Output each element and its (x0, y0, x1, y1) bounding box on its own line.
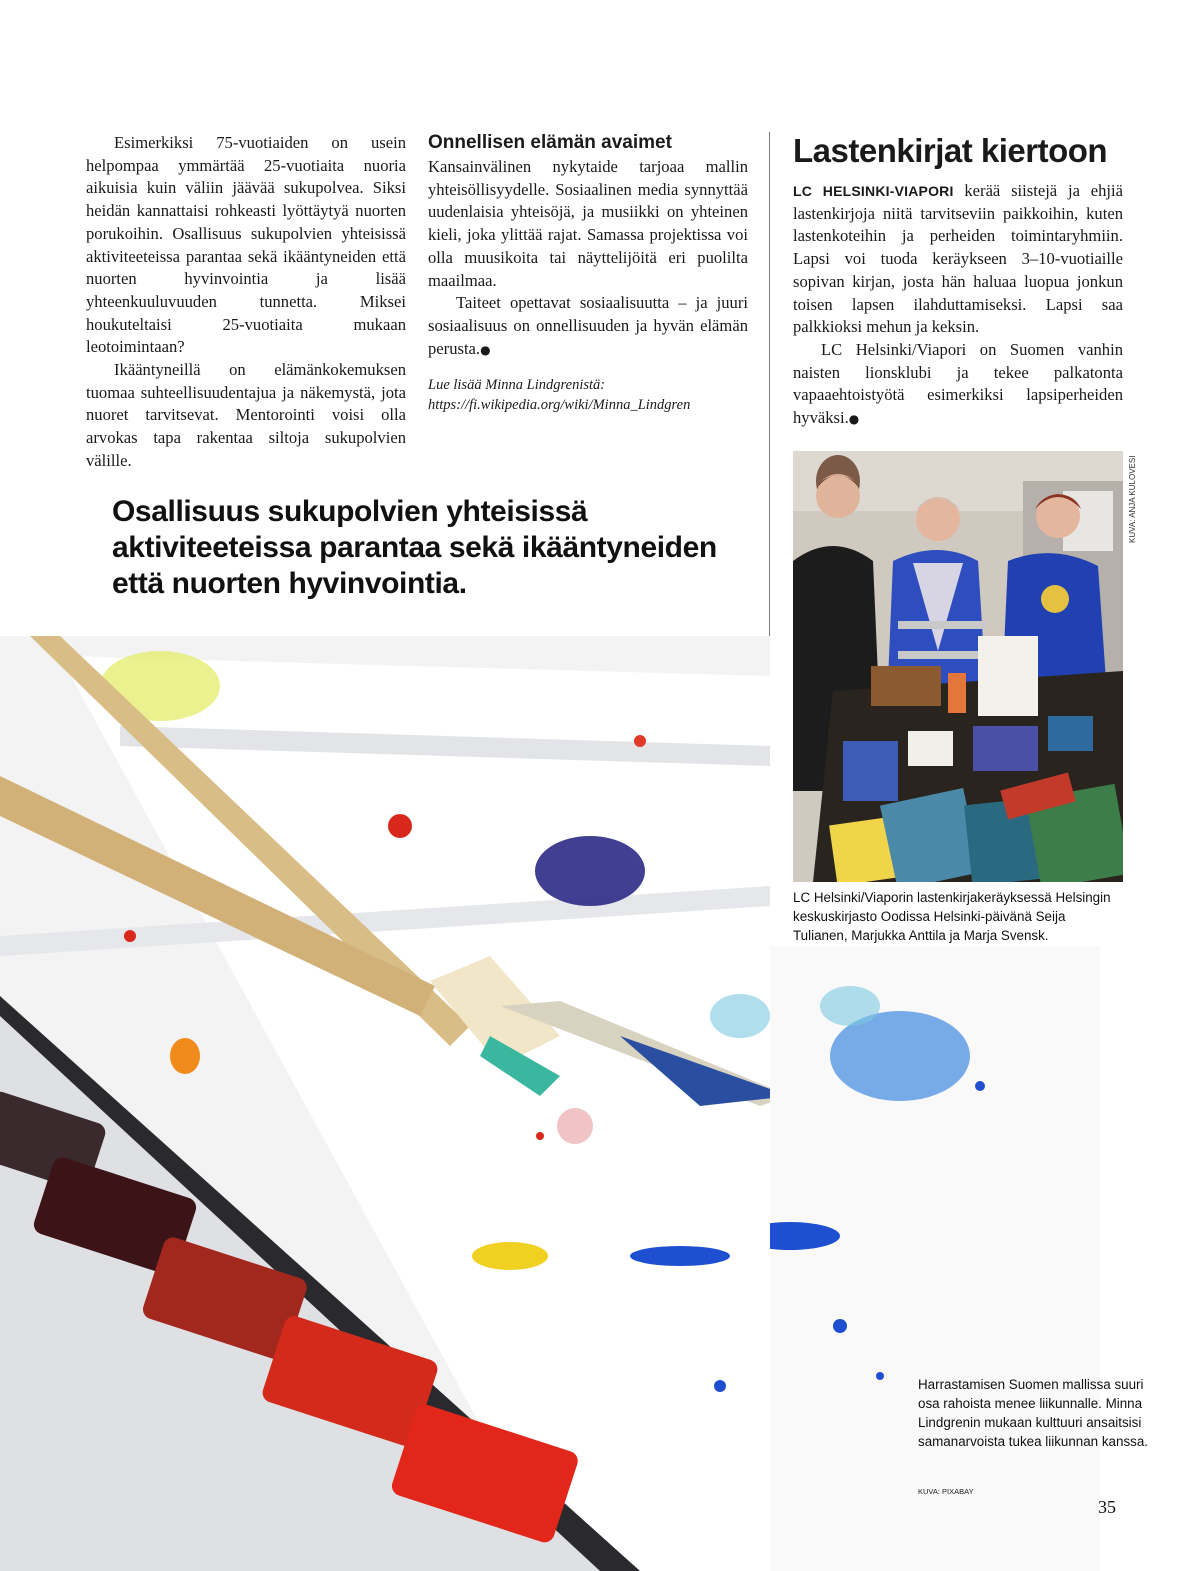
wikipedia-link[interactable]: https://fi.wikipedia.org/wiki/Minna_Lindgren (428, 397, 691, 414)
section-heading: Onnellisen elämän avaimet (428, 132, 672, 153)
end-mark: ● (480, 342, 491, 357)
lions-club-photo (793, 451, 1123, 882)
paragraph-text: kerää siistejä ja ehjiä lastenkirjoja niitä tarvitseviin paikkoihin, kuten lastenkoteihin ja perheiden toimintaryhmiin. Lapsi voi tuoda keräykseen 3–10-vuotiaille sopivan kirjan, josta hän haluaa luopua jonkun toisen lapsen ilahduttamiseksi. Lapsi saa palkkioksi mehun ja keksin. (793, 181, 1123, 337)
paragraph-text: LC Helsinki/Viapori on Suomen vanhin naisten lionsklubi ja tekee palkatonta vapaaehtoistyötä esimerkiksi lapsiperheiden hyväksi. (793, 339, 1123, 428)
body-paragraph (793, 180, 1123, 339)
article-column-1 (86, 132, 406, 473)
read-more-label: Lue lisää Minna Lindgrenistä: (428, 377, 606, 394)
club-name-lead: LC HELSINKI-VIAPORI (793, 183, 954, 199)
paragraph-text: Taiteet opettavat sosiaalisuutta – ja juuri sosiaalisuus on onnellisuuden ja hyvän elämän perusta. (428, 293, 748, 358)
photo-caption: Harrastamisen Suomen mallissa suuri osa rahoista menee liikunnalle. Minna Lindgrenin mukaan kulttuuri ansaitsisi samanarvoista tukea liikunnan kanssa. (918, 1377, 1149, 1449)
watercolor-photo-extension (770, 946, 1200, 1571)
body-paragraph (428, 292, 748, 361)
sidebar-article (793, 132, 1123, 431)
photo-caption: LC Helsinki/Viaporin lastenkirjakeräyksessä Helsingin keskuskirjasto Oodissa Helsinki-päivänä Seija Tulianen, Marjukka Anttila ja Marja Svensk. (793, 890, 1111, 943)
body-paragraph: Ikääntyneillä on elämänkokemuksen tuomaa suhteellisuudentajua ja näkemystä, jota nuoret tarvitsevat. Mentorointi voisi olla arvokas tapa rakentaa siltoja sukupolvien välille. (86, 360, 406, 470)
end-mark: ● (848, 412, 860, 427)
body-paragraph: Esimerkiksi 75-vuotiaiden on usein helpompaa ymmärtää 25-vuotiaita nuoria aikuisia kuin väliin jäävää sukupolvea. Siksi heidän kannattaisi rohkeasti lyöttäytyä nuorten porukoihin. Osallisuus sukupolvien yhteisissä aktiviteeteissa parantaa sekä ikääntyneiden että nuorten hyvinvointia ja lisää yhteenkuuluvuuden tunnetta. Miksei houkuteltaisi 25-vuotiaita mukaan leotoimintaan? (86, 133, 406, 357)
read-more-note (428, 375, 748, 415)
photo-credit: KUVA: PIXABAY (918, 1487, 974, 1496)
watercolor-photo (0, 636, 770, 1571)
photo-credit: KUVA: ANJA KULOVESI (1128, 455, 1137, 543)
pull-quote: Osallisuus sukupolvien yhteisissä aktiviteeteissa parantaa sekä ikääntyneiden että nuorten hyvinvointia. (112, 495, 717, 600)
body-paragraph (793, 339, 1123, 431)
article-column-2 (428, 132, 748, 415)
sidebar-heading: Lastenkirjat kiertoon (793, 132, 1108, 169)
page-number: 35 (1098, 1497, 1116, 1517)
body-paragraph: Kansainvälinen nykytaide tarjoaa mallin yhteisöllisyydelle. Sosiaalinen media synnyttää uudenlaisia yhteisöjä, ja musiikki on yhteinen kieli, joka ylittää rajat. Samassa projektissa voi olla muusikoita tai näyttelijöitä eri puolilta maailmaa. (428, 157, 748, 290)
